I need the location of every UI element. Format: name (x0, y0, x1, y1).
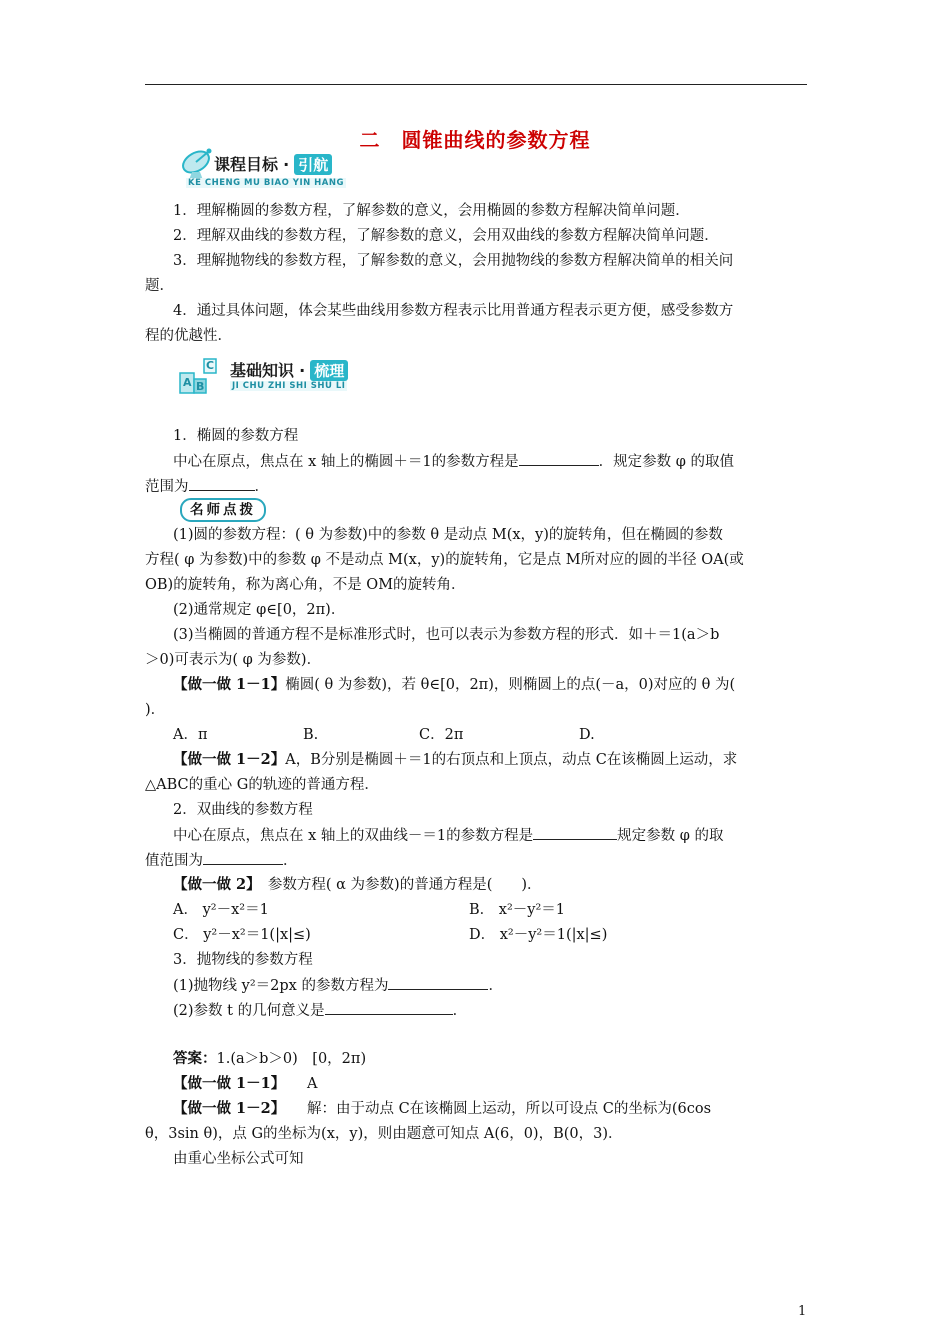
tip-1-cont: 方程( φ 为参数)中的参数 φ 不是动点 M(x，y)的旋转角，它是点 M所对应的圆的半径 OA(或 (145, 552, 744, 568)
goal-3-cont: 题． (145, 278, 174, 294)
course-goals-banner (178, 148, 388, 192)
tip-3: (3)当椭圆的普通方程不是标准形式时，也可以表示为参数方程的形式．如＋＝1(a＞b (173, 627, 720, 643)
exercise-label: 【做一做 1－1】 (173, 1075, 278, 1092)
text: ． (452, 1003, 468, 1019)
goal-2: 2．理解双曲线的参数方程，了解参数的意义，会用双曲线的参数方程解决简单问题． (173, 228, 719, 244)
exercise-1-2-cont: △ABC的重心 G的轨迹的普通方程． (145, 777, 379, 793)
text: ． (254, 479, 269, 495)
exercise-1-2 (173, 748, 807, 773)
answer-blank (533, 823, 617, 840)
answer-text: 解：由于动点 C在该椭圆上运动，所以可设点 C的坐标为(6cos (306, 1101, 712, 1117)
header-rule (145, 84, 807, 85)
exercise-1-1-cont: )． (145, 702, 166, 718)
text: ．规定参数 φ 的取值 (598, 454, 734, 470)
tip-3-cont: ＞0)可表示为( φ 为参数)． (145, 652, 322, 668)
option-c: C． y²－x²＝1(|x|≤) (173, 927, 311, 943)
banner-subtitle: JI CHU ZHI SHI SHU LI (232, 381, 346, 391)
section-1-line-1 (173, 449, 807, 475)
goal-4: 4．通过具体问题，体会某些曲线用参数方程表示比用普通方程表示更方便，感受参数方 (173, 303, 734, 319)
tip-2: (2)通常规定 φ∈[0，2π)． (173, 602, 346, 618)
answer-blank (189, 474, 255, 491)
exercise-1-1 (173, 673, 807, 698)
answer-blank (388, 973, 488, 990)
option-d: D. (579, 727, 595, 743)
answer-last-line: 由重心坐标公式可知 (173, 1151, 304, 1167)
option-a: A．π (173, 727, 208, 743)
section-1-line-2 (145, 474, 807, 500)
section-3-line-1 (173, 973, 807, 999)
teacher-tip-badge: 名师点拨 (180, 498, 266, 522)
page-title: 二 圆锥曲线的参数方程 (359, 128, 591, 152)
answer-line (173, 1047, 807, 1072)
exercise-text: A，B分别是椭圆＋＝1的右顶点和上顶点，动点 C在该椭圆上运动，求 (285, 752, 738, 768)
answer-1-2-cont: θ，3sin θ)，点 G的坐标为(x，y)，则由题意可知点 A(6，0)，B(0，3)． (145, 1126, 623, 1142)
banner-title: 基础知识 (230, 361, 295, 380)
banner-highlight: 梳理 (310, 360, 348, 381)
option-b: B． x²－y²＝1 (469, 902, 565, 918)
text: ． (488, 978, 503, 994)
answer-blank (519, 449, 599, 466)
exercise-text: 椭圆( θ 为参数)，若 θ∈[0，2π)，则椭圆上的点(－a，0)对应的 θ 为( (285, 677, 736, 693)
text: 中心在原点，焦点在 x 轴上的双曲线－＝1的参数方程是 (173, 828, 534, 844)
answer-label: 答案： (173, 1050, 217, 1067)
text: ． (283, 853, 298, 869)
goal-3: 3．理解抛物线的参数方程，了解参数的意义，会用抛物线的参数方程解决简单的相关问 (173, 253, 734, 269)
text: 规定参数 φ 的取 (617, 828, 724, 844)
answer-blank (325, 998, 453, 1015)
block-letter-c: C (206, 359, 215, 372)
block-letter-a: A (183, 376, 192, 389)
option-c: C．2π (419, 727, 464, 743)
section-1-heading: 1．椭圆的参数方程 (173, 428, 299, 444)
banner-subtitle: KE CHENG MU BIAO YIN HANG (188, 178, 344, 188)
tip-1: (1)圆的参数方程：( θ 为参数)中的参数 θ 是动点 M(x，y)的旋转角，但在椭圆的参数 (173, 527, 723, 543)
section-3-line-2 (173, 998, 807, 1024)
exercise-label: 【做一做 2】 (173, 876, 254, 893)
text: (1)抛物线 y²＝2px 的参数方程为 (173, 978, 389, 994)
tip-1-cont-2: OB)的旋转角，称为离心角，不是 OM的旋转角． (145, 577, 466, 593)
basic-knowledge-banner (178, 355, 408, 397)
exercise-label: 【做一做 1－2】 (173, 1100, 278, 1117)
exercise-label: 【做一做 1－2】 (173, 751, 286, 768)
answer-1-2 (173, 1097, 807, 1122)
banner-highlight: 引航 (294, 154, 332, 175)
option-a: A． y²－x²＝1 (173, 902, 269, 918)
banner-dot: · (283, 155, 290, 174)
section-2-line-2 (145, 848, 807, 874)
answer-text: 1.(a＞b＞0) [0，2π) (216, 1051, 367, 1067)
section-2-heading: 2．双曲线的参数方程 (173, 802, 313, 818)
text: 范围为 (145, 479, 189, 495)
exercise-text: 参数方程( α 为参数)的普通方程是( )． (267, 877, 542, 893)
option-d: D． x²－y²＝1(|x|≤) (469, 927, 608, 943)
answer-text: A (306, 1076, 318, 1092)
page-number: 1 (798, 1304, 807, 1319)
section-3-heading: 3．抛物线的参数方程 (173, 952, 313, 968)
text: 值范围为 (145, 853, 203, 869)
answer-blank (203, 848, 283, 865)
exercise-label: 【做一做 1－1】 (173, 676, 286, 693)
answer-1-1 (173, 1072, 807, 1097)
banner-dot: · (299, 361, 306, 380)
option-b: B. (303, 727, 319, 743)
text: (2)参数 t 的几何意义是 (173, 1003, 325, 1019)
section-2-line-1 (173, 823, 807, 849)
block-letter-b: B (196, 380, 205, 393)
banner-title: 课程目标 (214, 155, 279, 174)
text: 中心在原点，焦点在 x 轴上的椭圆＋＝1的参数方程是 (173, 454, 519, 470)
exercise-2 (173, 873, 807, 898)
goal-1: 1．理解椭圆的参数方程，了解参数的意义，会用椭圆的参数方程解决简单问题． (173, 203, 690, 219)
goal-4-cont: 程的优越性． (145, 328, 232, 344)
